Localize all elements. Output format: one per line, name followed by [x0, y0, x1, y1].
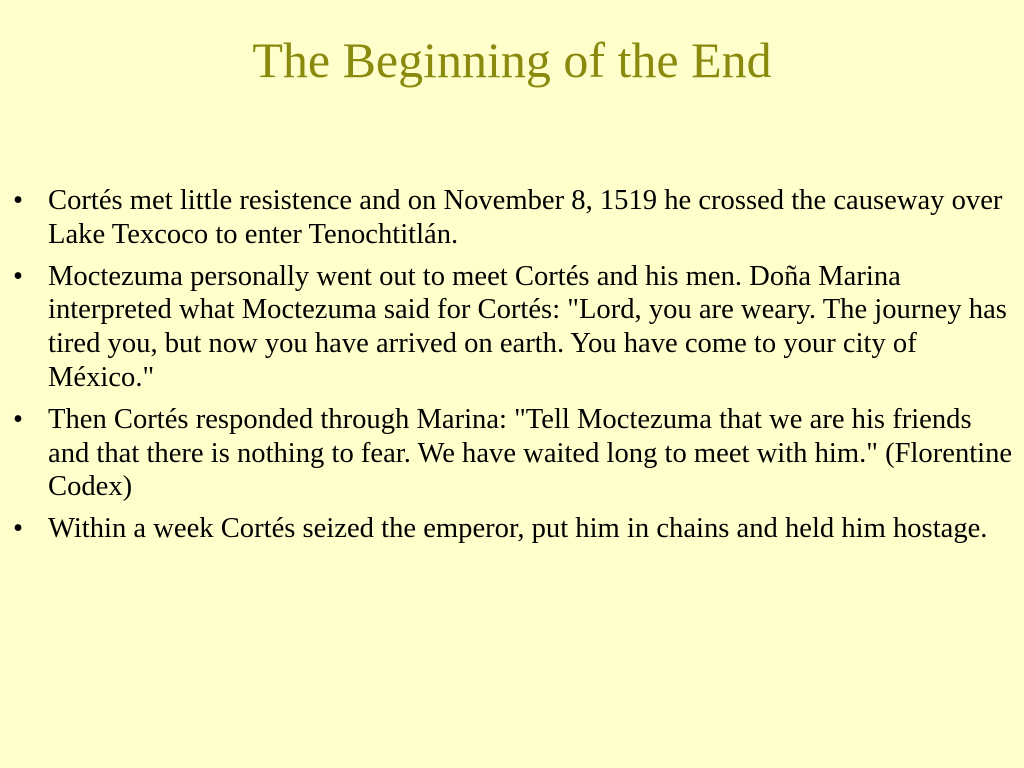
bullet-icon: •	[13, 260, 24, 292]
bullet-icon: •	[13, 513, 24, 545]
bullet-icon: •	[13, 185, 24, 216]
bullet-icon: •	[13, 403, 24, 435]
bullet-text-3: Then Cortés responded through Marina: "Tell Moctezuma that we are his friends and that there is nothing to fear. We have waited long to meet with him." (Florentine Codex)	[48, 403, 1013, 503]
bullet-item-2	[13, 260, 1016, 395]
bullet-text-1: Cortés met little resistence and on November 8, 1519 he crossed the causeway over Lake Texcoco to enter Tenochtitlán.	[48, 185, 1003, 250]
bullet-text-4: Within a week Cortés seized the emperor, put him in chains and held him hostage.	[48, 513, 988, 545]
bullet-text-2: Moctezuma personally went out to meet Cortés and his men. Doña Marina interpreted what Moctezuma said for Cortés: "Lord, you are weary. The journey has tired you, but now you have arrived on earth. You have come to your city of México."	[48, 260, 1007, 393]
bullet-list	[13, 184, 1016, 554]
slide-title: The Beginning of the End	[252, 32, 772, 88]
bullet-item-3	[13, 403, 1016, 504]
bullet-item-4	[13, 512, 1016, 546]
bullet-item-1	[13, 184, 1016, 252]
